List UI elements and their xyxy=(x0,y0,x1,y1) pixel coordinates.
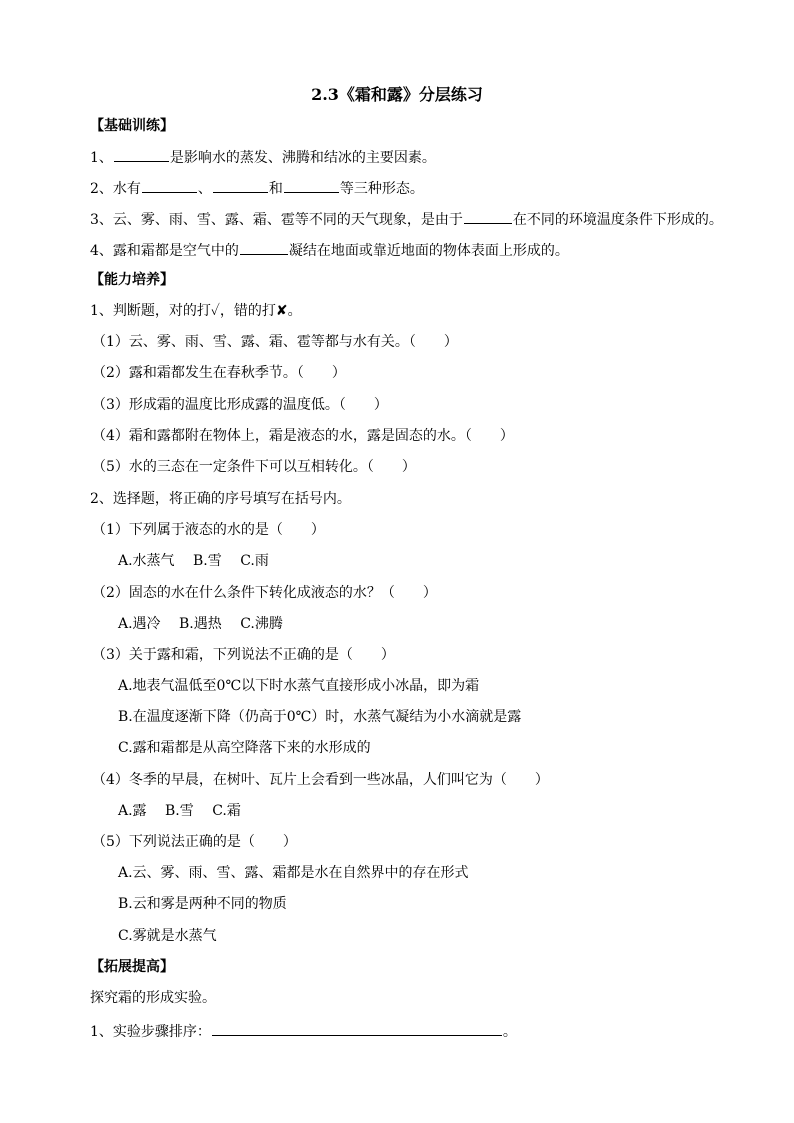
choice-q4-stem: （4）冬季的早晨，在树叶、瓦片上会看到一些冰晶，人们叫它为（ ） xyxy=(92,772,549,788)
answer-blank[interactable] xyxy=(240,239,288,255)
choice-q1-options: A.水蒸气 B.雪 C.雨 xyxy=(118,553,269,569)
basic-question-3: 3、云、雾、雨、雪、露、霜、雹等不同的天气现象，是由于 在不同的环境温度条件下形成的。 xyxy=(90,208,723,230)
choice-q3-option-c: C.露和霜都是从高空降落下来的水形成的 xyxy=(118,740,371,756)
choice-q5-stem: （5）下列说法正确的是（ ） xyxy=(92,834,297,850)
judge-item-2: （2）露和霜都发生在春秋季节。（ ） xyxy=(92,365,346,381)
answer-blank[interactable] xyxy=(212,1020,502,1036)
basic-question-1: 1、 是影响水的蒸发、沸腾和结冰的主要因素。 xyxy=(90,146,436,168)
choice-intro: 2、选择题，将正确的序号填写在括号内。 xyxy=(90,491,351,507)
section-basic-heading: 【基础训练】 xyxy=(90,118,174,134)
judge-item-1: （1）云、雾、雨、雪、露、霜、雹等都与水有关。（ ） xyxy=(92,334,458,350)
choice-q2-stem: （2）固态的水在什么条件下转化成液态的水？（ ） xyxy=(92,585,437,601)
extend-intro: 探究霜的形成实验。 xyxy=(90,990,216,1006)
basic-question-4: 4、露和霜都是空气中的 凝结在地面或靠近地面的物体表面上形成的。 xyxy=(90,239,569,261)
answer-blank[interactable] xyxy=(284,177,339,193)
choice-q3-stem: （3）关于露和霜，下列说法不正确的是（ ） xyxy=(92,647,395,663)
judge-item-5: （5）水的三态在一定条件下可以互相转化。（ ） xyxy=(92,459,416,475)
choice-q3-option-b: B.在温度逐渐下降（仍高于0℃）时，水蒸气凝结为小水滴就是露 xyxy=(118,709,522,725)
answer-blank[interactable] xyxy=(114,146,169,162)
choice-q5-option-b: B.云和雾是两种不同的物质 xyxy=(118,896,287,912)
judge-item-3: （3）形成霜的温度比形成露的温度低。（ ） xyxy=(92,397,388,413)
choice-q3-option-a: A.地表气温低至0℃以下时水蒸气直接形成小冰晶，即为霜 xyxy=(118,678,480,694)
page-title: 2.3《霜和露》分层练习 xyxy=(311,85,483,104)
choice-q5-option-c: C.雾就是水蒸气 xyxy=(118,928,217,944)
extend-question-1: 1、实验步骤排序： 。 xyxy=(90,1020,517,1042)
choice-q1-stem: （1）下列属于液态的水的是（ ） xyxy=(92,522,325,538)
answer-blank[interactable] xyxy=(464,208,512,224)
answer-blank[interactable] xyxy=(142,177,197,193)
answer-blank[interactable] xyxy=(213,177,268,193)
choice-q4-options: A.露 B.雪 C.霜 xyxy=(118,803,241,819)
choice-q5-option-a: A.云、雾、雨、雪、露、霜都是水在自然界中的存在形式 xyxy=(118,865,469,881)
basic-question-2: 2、水有 、 和 等三种形态。 xyxy=(90,177,424,199)
choice-q2-options: A.遇冷 B.遇热 C.沸腾 xyxy=(118,616,283,632)
judge-item-4: （4）霜和露都附在物体上，霜是液态的水，露是固态的水。（ ） xyxy=(92,428,514,444)
judge-intro: 1、判断题，对的打✓，错的打✘。 xyxy=(90,303,302,319)
section-ability-heading: 【能力培养】 xyxy=(90,272,174,288)
section-extend-heading: 【拓展提高】 xyxy=(90,959,174,975)
